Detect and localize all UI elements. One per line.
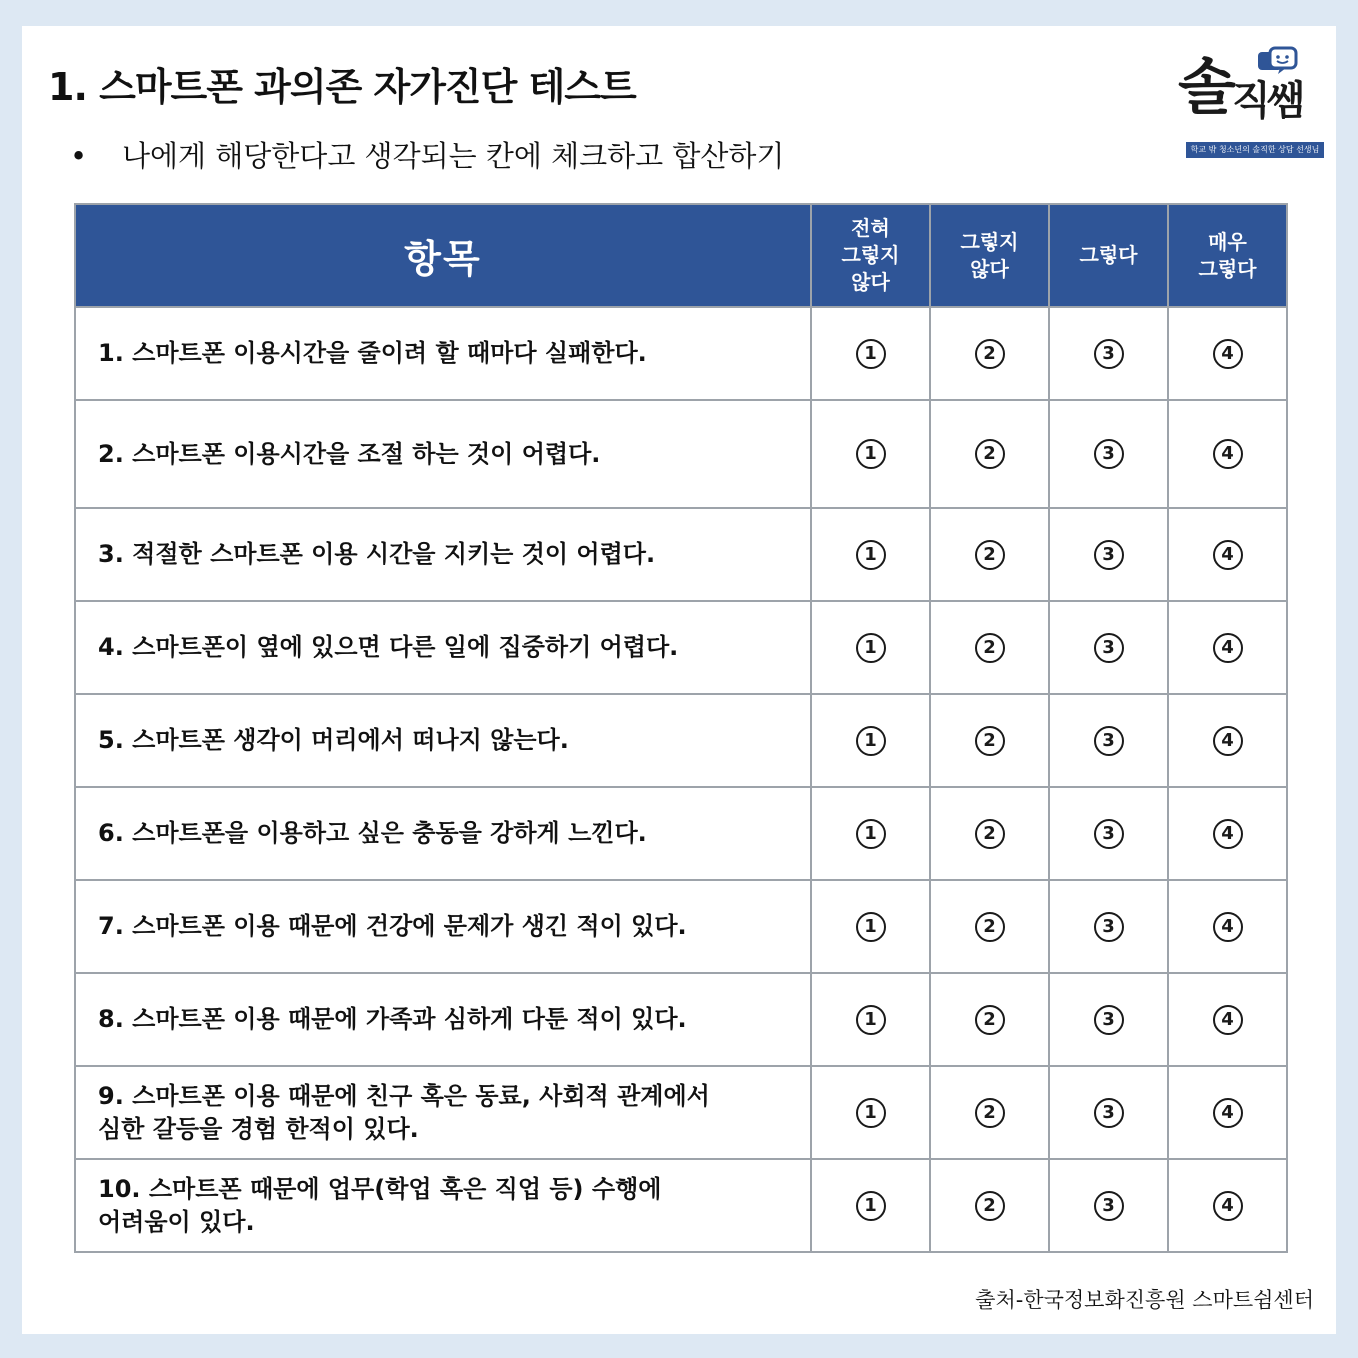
circled-number-2[interactable]: 2 (975, 439, 1005, 469)
brand-logo (1178, 38, 1324, 162)
logo-banner: 학교 밖 청소년의 솔직한 상담 선생님 (1186, 142, 1324, 158)
circled-number-4[interactable]: 4 (1213, 540, 1243, 570)
question-text: 9. 스마트폰 이용 때문에 친구 혹은 동료, 사회적 관계에서 심한 갈등을 경험 한적이 있다. (75, 1066, 811, 1159)
circled-number-4[interactable]: 4 (1213, 439, 1243, 469)
table-row (75, 787, 1287, 880)
option-cell-1[interactable] (811, 694, 930, 787)
option-cell-2[interactable] (930, 508, 1049, 601)
circled-number-2[interactable]: 2 (975, 912, 1005, 942)
table-row (75, 400, 1287, 508)
question-text: 5. 스마트폰 생각이 머리에서 떠나지 않는다. (75, 694, 811, 787)
option-cell-3[interactable] (1049, 1159, 1168, 1252)
table-row (75, 880, 1287, 973)
circled-number-4[interactable]: 4 (1213, 1098, 1243, 1128)
option-cell-4[interactable] (1168, 973, 1287, 1066)
table-row (75, 1066, 1287, 1159)
circled-number-3[interactable]: 3 (1094, 439, 1124, 469)
circled-number-1[interactable]: 1 (856, 633, 886, 663)
option-cell-2[interactable] (930, 400, 1049, 508)
option-cell-3[interactable] (1049, 307, 1168, 400)
logo-word-main: 솔 (1178, 53, 1232, 123)
question-text: 7. 스마트폰 이용 때문에 건강에 문제가 생긴 적이 있다. (75, 880, 811, 973)
table-row (75, 1159, 1287, 1252)
circled-number-3[interactable]: 3 (1094, 1098, 1124, 1128)
circled-number-3[interactable]: 3 (1094, 339, 1124, 369)
option-cell-3[interactable] (1049, 694, 1168, 787)
option-cell-4[interactable] (1168, 1066, 1287, 1159)
question-text: 3. 적절한 스마트폰 이용 시간을 지키는 것이 어렵다. (75, 508, 811, 601)
option-cell-3[interactable] (1049, 601, 1168, 694)
option-cell-1[interactable] (811, 1066, 930, 1159)
circled-number-3[interactable]: 3 (1094, 633, 1124, 663)
circled-number-4[interactable]: 4 (1213, 1191, 1243, 1221)
question-text: 2. 스마트폰 이용시간을 조절 하는 것이 어렵다. (75, 400, 811, 508)
option-cell-3[interactable] (1049, 1066, 1168, 1159)
source-credit: 출처-한국정보화진흥원 스마트쉼센터 (975, 1288, 1314, 1312)
table-row (75, 973, 1287, 1066)
option-cell-1[interactable] (811, 307, 930, 400)
option-cell-2[interactable] (930, 307, 1049, 400)
circled-number-2[interactable]: 2 (975, 339, 1005, 369)
option-cell-3[interactable] (1049, 400, 1168, 508)
circled-number-1[interactable]: 1 (856, 339, 886, 369)
circled-number-1[interactable]: 1 (856, 819, 886, 849)
self-test-table (74, 203, 1288, 1253)
circled-number-4[interactable]: 4 (1213, 339, 1243, 369)
option-cell-2[interactable] (930, 694, 1049, 787)
question-text: 1. 스마트폰 이용시간을 줄이려 할 때마다 실패한다. (75, 307, 811, 400)
circled-number-2[interactable]: 2 (975, 633, 1005, 663)
option-cell-2[interactable] (930, 1159, 1049, 1252)
circled-number-1[interactable]: 1 (856, 439, 886, 469)
question-text: 6. 스마트폰을 이용하고 싶은 충동을 강하게 느낀다. (75, 787, 811, 880)
circled-number-4[interactable]: 4 (1213, 726, 1243, 756)
option-cell-4[interactable] (1168, 400, 1287, 508)
option-cell-4[interactable] (1168, 1159, 1287, 1252)
table-row (75, 307, 1287, 400)
circled-number-2[interactable]: 2 (975, 1098, 1005, 1128)
logo-word-sub: 직쌤 (1231, 78, 1302, 124)
option-header-1: 전혀 그렇지 않다 (811, 204, 930, 307)
option-cell-2[interactable] (930, 1066, 1049, 1159)
circled-number-3[interactable]: 3 (1094, 1005, 1124, 1035)
circled-number-2[interactable]: 2 (975, 1005, 1005, 1035)
option-cell-2[interactable] (930, 787, 1049, 880)
option-cell-4[interactable] (1168, 880, 1287, 973)
table-header-row (75, 204, 1287, 307)
circled-number-2[interactable]: 2 (975, 726, 1005, 756)
circled-number-2[interactable]: 2 (975, 540, 1005, 570)
page-title: 1. 스마트폰 과의존 자가진단 테스트 (48, 65, 636, 109)
circled-number-4[interactable]: 4 (1213, 819, 1243, 849)
option-cell-4[interactable] (1168, 508, 1287, 601)
option-cell-1[interactable] (811, 601, 930, 694)
option-cell-1[interactable] (811, 400, 930, 508)
option-cell-1[interactable] (811, 973, 930, 1066)
question-text: 8. 스마트폰 이용 때문에 가족과 심하게 다툰 적이 있다. (75, 973, 811, 1066)
option-cell-2[interactable] (930, 973, 1049, 1066)
table-row (75, 601, 1287, 694)
circled-number-3[interactable]: 3 (1094, 726, 1124, 756)
circled-number-1[interactable]: 1 (856, 1098, 886, 1128)
option-cell-1[interactable] (811, 1159, 930, 1252)
option-cell-1[interactable] (811, 787, 930, 880)
option-cell-4[interactable] (1168, 307, 1287, 400)
circled-number-1[interactable]: 1 (856, 726, 886, 756)
chat-bubble-icon (1256, 46, 1302, 80)
option-cell-1[interactable] (811, 880, 930, 973)
option-cell-3[interactable] (1049, 973, 1168, 1066)
circled-number-4[interactable]: 4 (1213, 912, 1243, 942)
circled-number-1[interactable]: 1 (856, 540, 886, 570)
option-cell-3[interactable] (1049, 787, 1168, 880)
instruction-line (70, 134, 784, 175)
circled-number-3[interactable]: 3 (1094, 1191, 1124, 1221)
option-cell-4[interactable] (1168, 787, 1287, 880)
option-header-2: 그렇지 않다 (930, 204, 1049, 307)
instruction-text: 나에게 해당한다고 생각되는 칸에 체크하고 합산하기 (122, 139, 785, 173)
circled-number-3[interactable]: 3 (1094, 540, 1124, 570)
option-header-4: 매우 그렇다 (1168, 204, 1287, 307)
item-column-header: 항목 (75, 204, 811, 307)
option-cell-3[interactable] (1049, 880, 1168, 973)
option-header-3: 그렇다 (1049, 204, 1168, 307)
circled-number-1[interactable]: 1 (856, 1005, 886, 1035)
table-row (75, 694, 1287, 787)
question-text: 4. 스마트폰이 옆에 있으면 다른 일에 집중하기 어렵다. (75, 601, 811, 694)
circled-number-3[interactable]: 3 (1094, 819, 1124, 849)
table-row (75, 508, 1287, 601)
circled-number-4[interactable]: 4 (1213, 633, 1243, 663)
circled-number-2[interactable]: 2 (975, 1191, 1005, 1221)
option-cell-2[interactable] (930, 880, 1049, 973)
circled-number-4[interactable]: 4 (1213, 1005, 1243, 1035)
option-cell-3[interactable] (1049, 508, 1168, 601)
option-cell-1[interactable] (811, 508, 930, 601)
option-cell-4[interactable] (1168, 601, 1287, 694)
circled-number-1[interactable]: 1 (856, 1191, 886, 1221)
circled-number-3[interactable]: 3 (1094, 912, 1124, 942)
content-card (22, 26, 1336, 1334)
question-text: 10. 스마트폰 때문에 업무(학업 혹은 직업 등) 수행에 어려움이 있다. (75, 1159, 811, 1252)
option-cell-4[interactable] (1168, 694, 1287, 787)
bullet-icon: • (70, 139, 88, 173)
option-cell-2[interactable] (930, 601, 1049, 694)
circled-number-1[interactable]: 1 (856, 912, 886, 942)
circled-number-2[interactable]: 2 (975, 819, 1005, 849)
